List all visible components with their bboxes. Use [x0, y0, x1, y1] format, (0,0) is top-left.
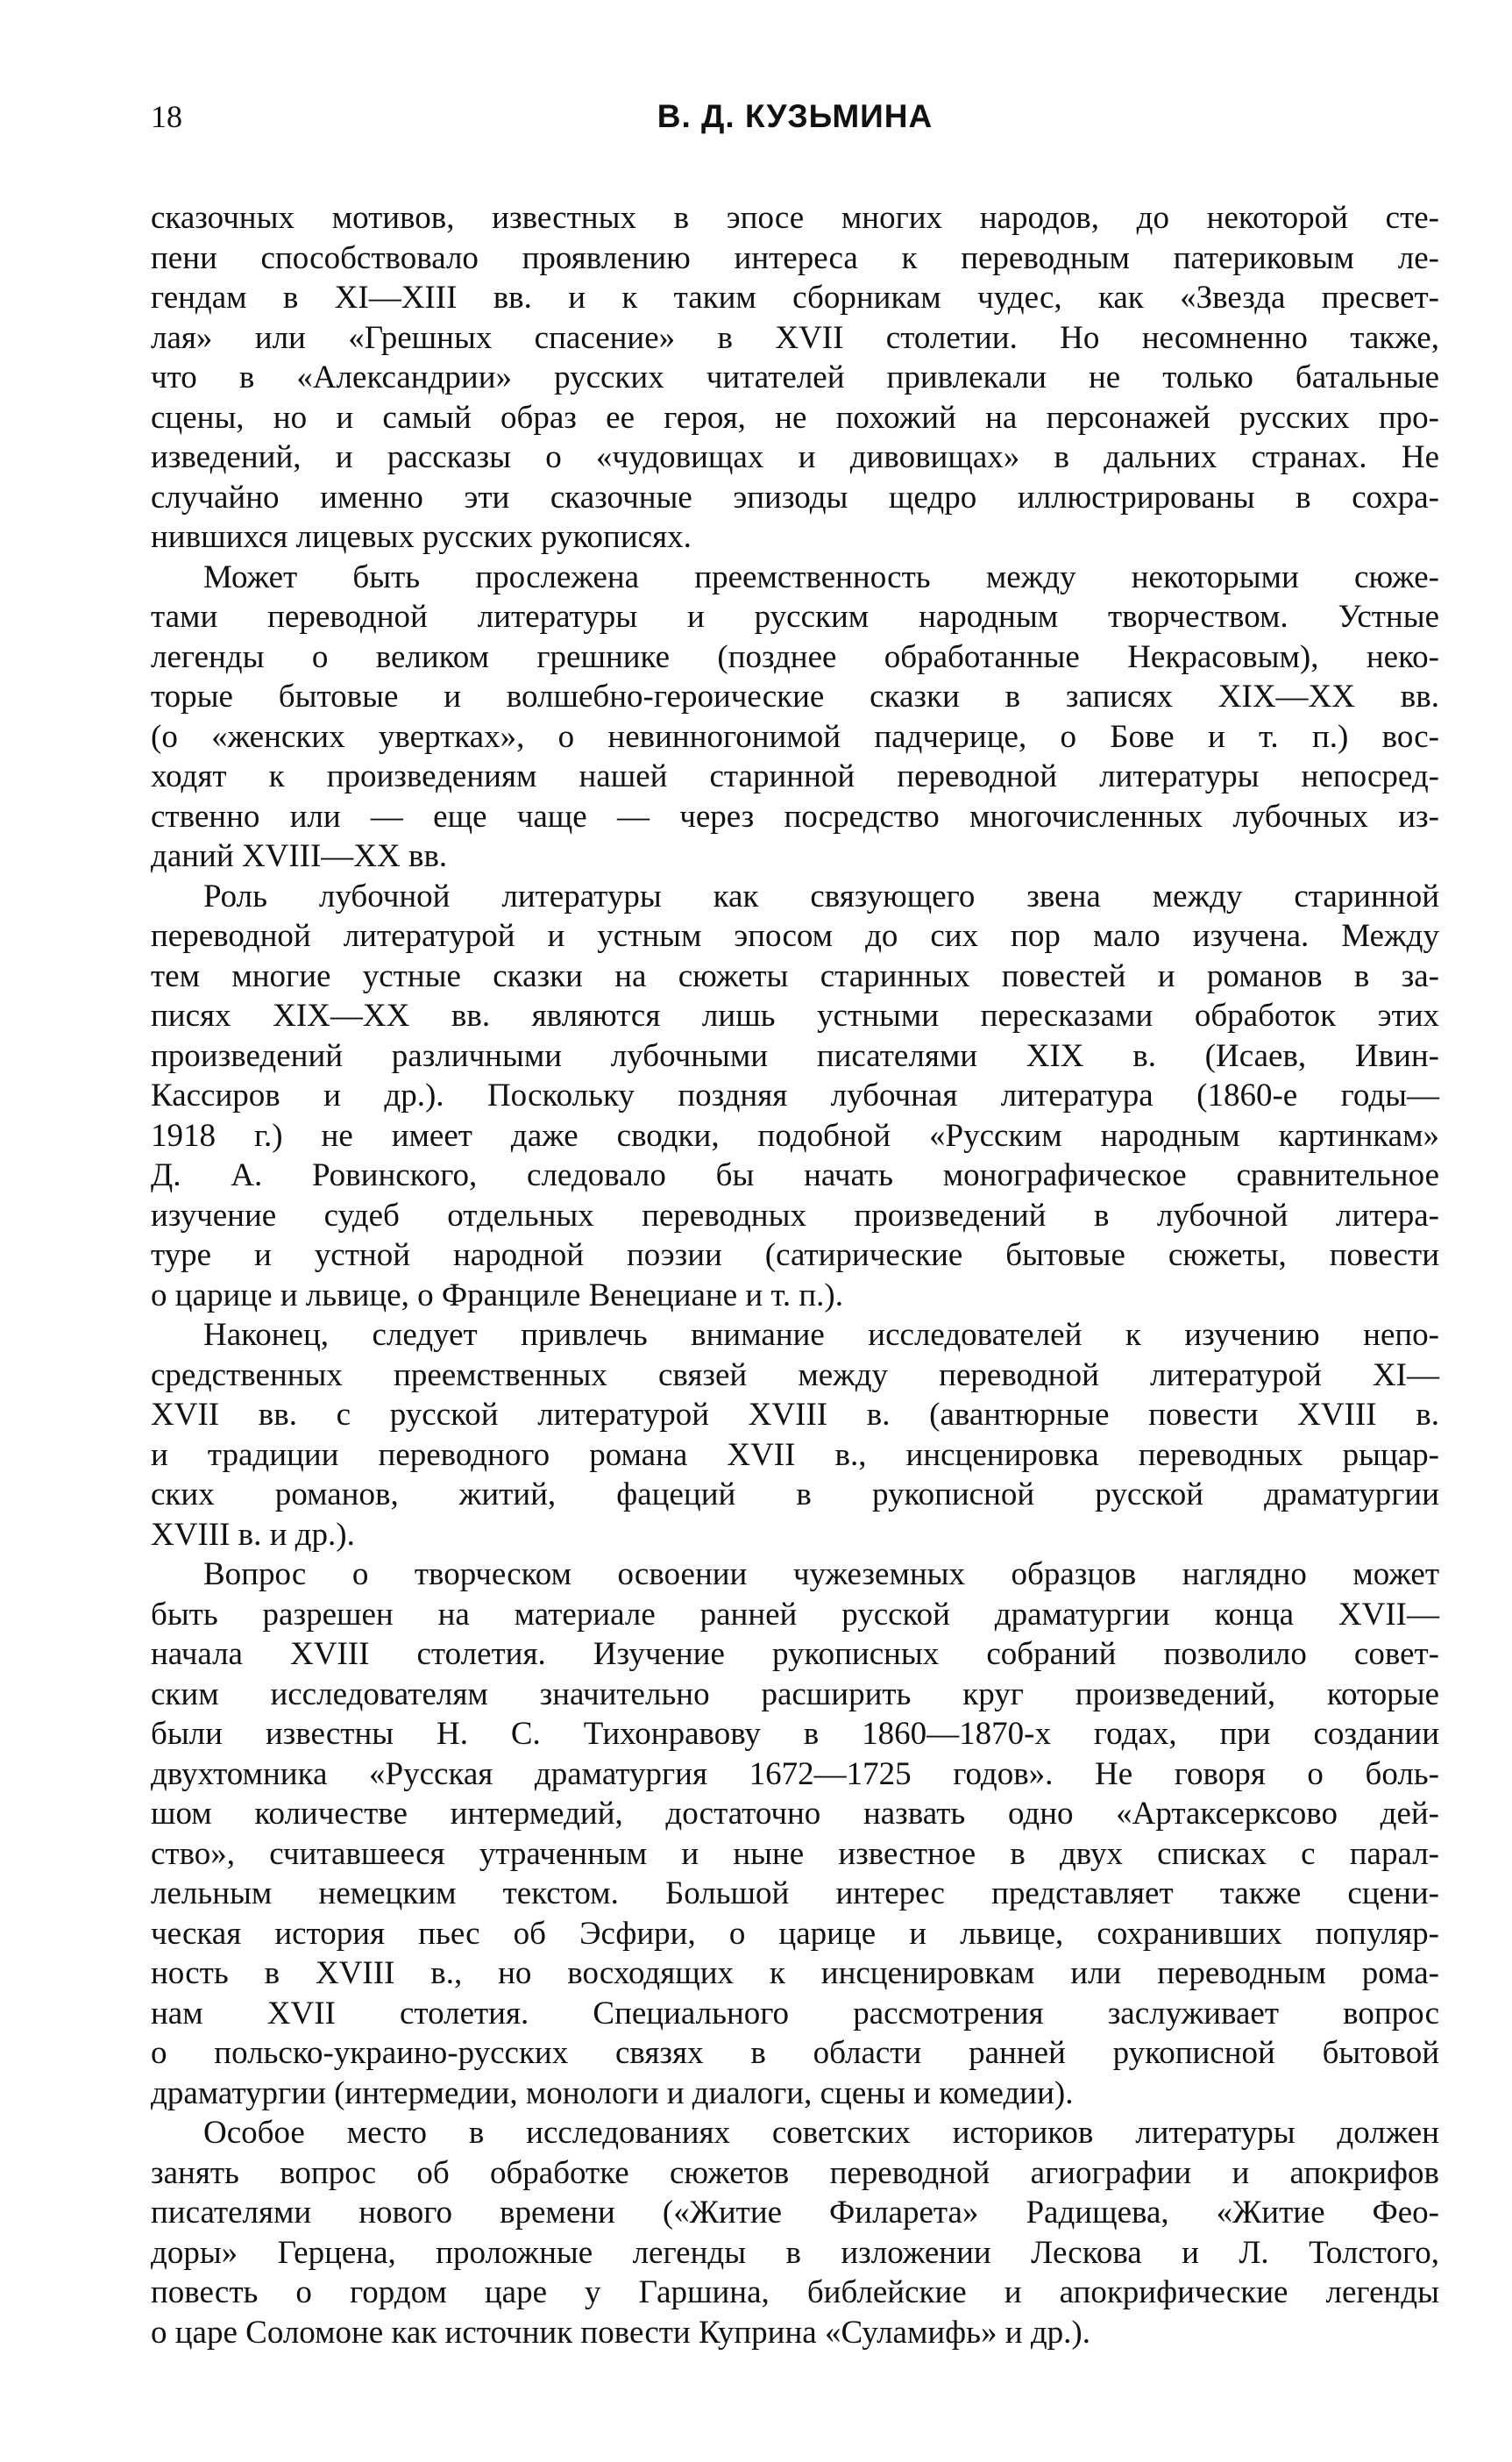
text-line: о польско-украино-русских связях в области ранней рукописной бытовой	[151, 2035, 1439, 2071]
text-line: 1918 г.) не имеет даже сводки, подобной «Русским народным картинкам»	[151, 1117, 1439, 1154]
text-line: сказочных мотивов, известных в эпосе многих народов, до некоторой сте-	[151, 200, 1439, 236]
text-line: тем многие устные сказки на сюжеты старинных повестей и романов в за-	[151, 957, 1439, 994]
text-line: XVII вв. с русской литературой XVIII в. (авантюрные повести XVIII в.	[151, 1397, 1439, 1433]
text-line: и традиции переводного романа XVII в., инсценировка переводных рыцар-	[151, 1436, 1439, 1473]
text-line: ских романов, житий, фацеций в рукописной русской драматургии	[151, 1476, 1439, 1512]
text-line: шом количестве интермедий, достаточно назвать одно «Артаксерксово дей-	[151, 1796, 1439, 1832]
text-line: переводной литературой и устным эпосом до сих пор мало изучена. Между	[151, 918, 1439, 954]
text-line: сцены, но и самый образ ее героя, не похожий на персонажей русских про-	[151, 399, 1439, 436]
paragraph	[151, 1315, 1439, 1555]
text-line: Роль лубочной литературы как связующего звена между старинной	[203, 878, 1439, 914]
text-line: занять вопрос об обработке сюжетов переводной агиографии и апокрифов	[151, 2154, 1439, 2191]
text-line: Может быть прослежена преемственность между некоторыми сюже-	[203, 559, 1439, 595]
text-line: ственно или — еще чаще — через посредство многочисленных лубочных из-	[151, 798, 1439, 835]
paragraph	[151, 558, 1439, 877]
text-line: Д. А. Ровинского, следовало бы начать монографическое сравнительное	[151, 1157, 1439, 1193]
text-line: о царе Соломоне как источник повести Куприна «Суламифь» и др.).	[151, 2314, 1090, 2351]
text-line: ходят к произведениям нашей старинной переводной литературы непосред-	[151, 758, 1439, 794]
text-line: ство», считавшееся утраченным и ныне известное в двух списках с парал-	[151, 1835, 1439, 1872]
text-line: (о «женских увертках», о невинногонимой падчерице, о Бове и т. п.) вос-	[151, 718, 1439, 755]
running-title: В. Д. КУЗЬМИНА	[657, 98, 933, 134]
text-line: туре и устной народной поэзии (сатирические бытовые сюжеты, повести	[151, 1237, 1439, 1273]
text-line: средственных преемственных связей между переводной литературой XI—	[151, 1356, 1439, 1393]
text-line: легенды о великом грешнике (позднее обработанные Некрасовым), неко-	[151, 638, 1439, 675]
text-line: доры» Герцена, проложные легенды в изложении Лескова и Л. Толстого,	[151, 2234, 1439, 2271]
page-number: 18	[151, 99, 182, 134]
text-line: пени способствовало проявлению интереса к переводным патериковым ле-	[151, 239, 1439, 276]
text-line: торые бытовые и волшебно-героические сказки в записях XIX—XX вв.	[151, 679, 1439, 715]
text-line: нившихся лицевых русских рукописях.	[151, 519, 692, 555]
text-line: лельным немецким текстом. Большой интерес представляет также сцени-	[151, 1875, 1439, 1911]
text-line: изведений, и рассказы о «чудовищах и дивовищах» в дальних странах. Не	[151, 439, 1439, 475]
paragraph	[151, 877, 1439, 1316]
text-line: были известны Н. С. Тихонравову в 1860—1870-х годах, при создании	[151, 1716, 1439, 1752]
text-line: ность в XVIII в., но восходящих к инсценировкам или переводным рома-	[151, 1955, 1439, 1991]
text-line: XVIII в. и др.).	[151, 1516, 355, 1553]
text-line: Кассиров и др.). Поскольку поздняя лубочная литература (1860-е годы—	[151, 1078, 1439, 1114]
text-line: гендам в XI—XIII вв. и к таким сборникам чудес, как «Звезда пресвет-	[151, 280, 1439, 316]
text-line: о царице и львице, о Франциле Венециане и т. п.).	[151, 1277, 843, 1313]
text-line: драматургии (интермедии, монологи и диалоги, сцены и комедии).	[151, 2074, 1074, 2111]
text-line: писях XIX—XX вв. являются лишь устными пересказами обработок этих	[151, 998, 1439, 1034]
text-line: Особое место в исследованиях советских историков литературы должен	[203, 2115, 1439, 2151]
text-line: ческая история пьес об Эсфири, о царице и львице, сохранивших популяр-	[151, 1915, 1439, 1952]
text-line: повесть о гордом царе у Гаршина, библейские и апокрифические легенды	[151, 2274, 1439, 2310]
page-header	[151, 98, 1439, 142]
text-line: начала XVIII столетия. Изучение рукописных собраний позволило совет-	[151, 1636, 1439, 1672]
text-line: Наконец, следует привлечь внимание исследователей к изучению непо-	[203, 1317, 1439, 1353]
paragraph	[151, 1555, 1439, 2113]
text-line: тами переводной литературы и русским народным творчеством. Устные	[151, 599, 1439, 635]
text-line: Вопрос о творческом освоении чужеземных образцов наглядно может	[203, 1556, 1439, 1592]
text-line: ским исследователям значительно расширить круг произведений, которые	[151, 1676, 1439, 1712]
text-line: случайно именно эти сказочные эпизоды щедро иллюстрированы в сохра-	[151, 479, 1439, 516]
text-line: двухтомника «Русская драматургия 1672—1725 годов». Не говоря о боль-	[151, 1755, 1439, 1792]
body-text	[151, 198, 1439, 2352]
text-line: произведений различными лубочными писателями XIX в. (Исаев, Ивин-	[151, 1037, 1439, 1074]
text-line: нам XVII столетия. Специального рассмотрения заслуживает вопрос	[151, 1995, 1439, 2032]
text-line: что в «Александрии» русских читателей привлекали не только батальные	[151, 359, 1439, 395]
text-line: писателями нового времени («Житие Филарета» Радищева, «Житие Фео-	[151, 2195, 1439, 2231]
text-line: лая» или «Грешных спасение» в XVII столетии. Но несомненно также,	[151, 319, 1439, 356]
paragraph	[151, 2113, 1439, 2352]
text-line: даний XVIII—XX вв.	[151, 838, 448, 874]
text-line: быть разрешен на материале ранней русской драматургии конца XVII—	[151, 1596, 1439, 1633]
text-line: изучение судеб отдельных переводных произведений в лубочной литера-	[151, 1197, 1439, 1234]
paragraph	[151, 198, 1439, 558]
